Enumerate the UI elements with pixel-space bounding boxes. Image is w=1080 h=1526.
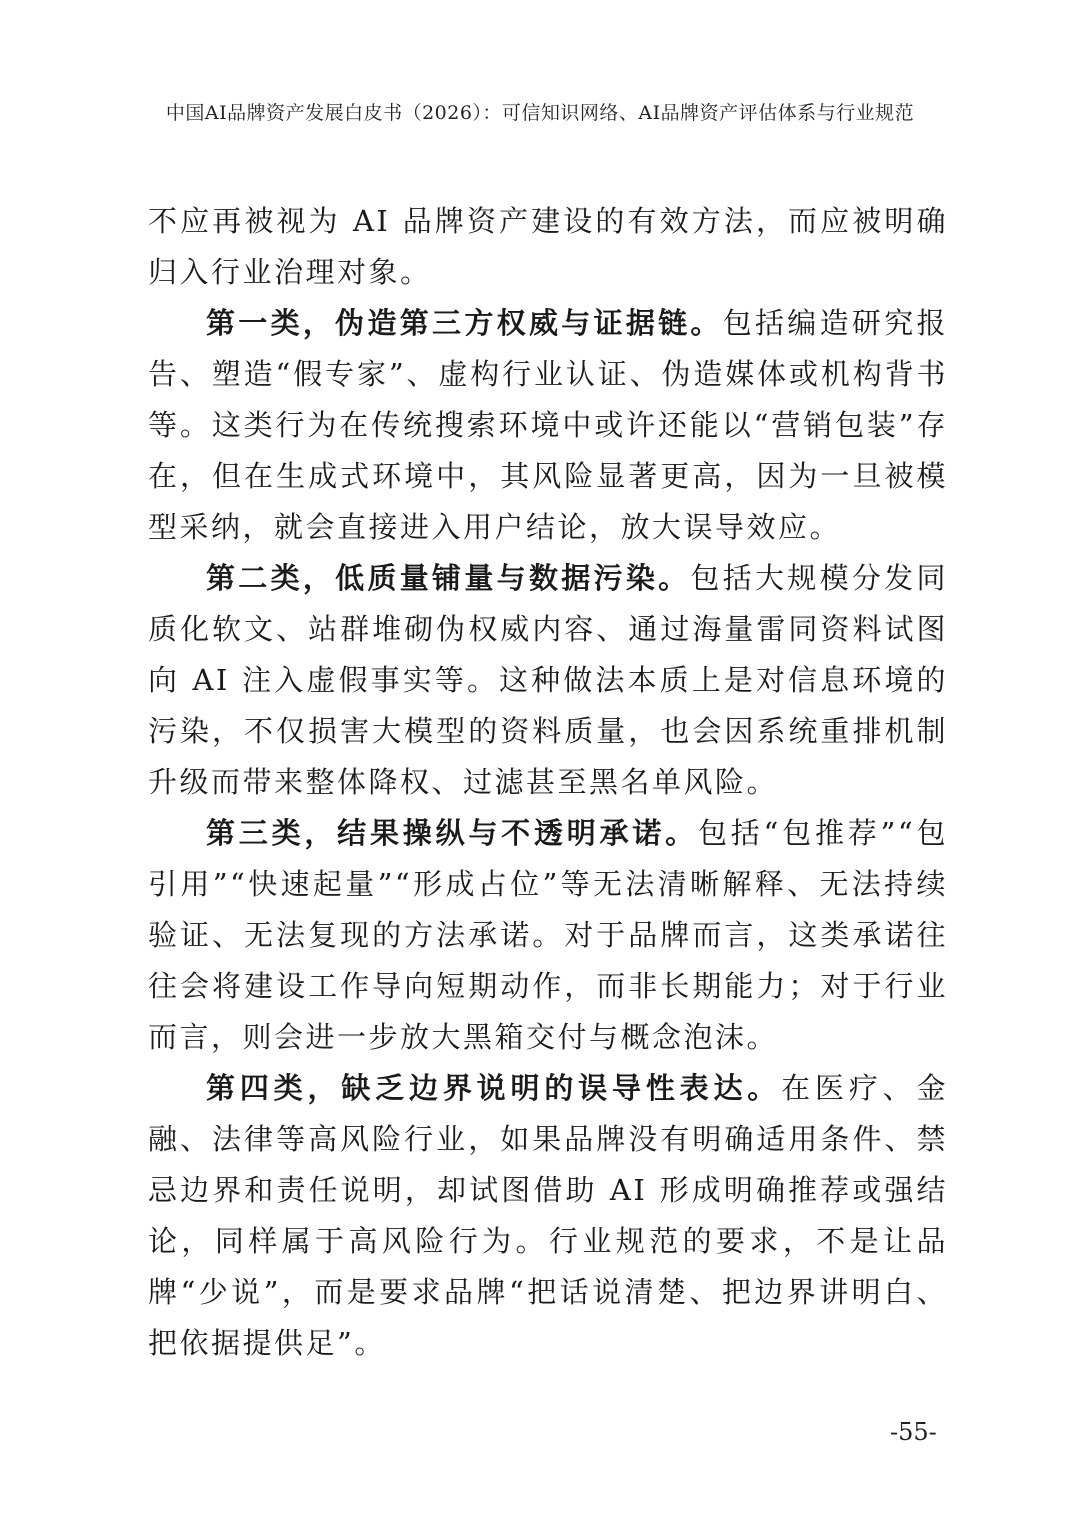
paragraph-body: 包括“包推荐”“包引用”“快速起量”“形成占位”等无法清晰解释、无法持续验证、无法复现的方法承诺。对于品牌而言，这类承诺往往会将建设工作导向短期动作，而非长期能力；对于行业而言，则会进一步放大黑箱交付与概念泡沫。 [148,816,948,1054]
body-text [148,196,948,1369]
paragraph-lead: 第四类，缺乏边界说明的误导性表达。 [206,1071,782,1105]
paragraph-category-3 [148,808,948,1063]
paragraph-body: 包括大规模分发同质化软文、站群堆砌伪权威内容、通过海量雷同资料试图向 AI 注入虚假事实等。这种做法本质上是对信息环境的污染，不仅损害大模型的资料质量，也会因系统重排机制升级而带来整体降权、过滤甚至黑名单风险。 [148,561,948,799]
paragraph-lead: 第三类，结果操纵与不透明承诺。 [206,816,698,850]
paragraph-category-4 [148,1063,948,1369]
paragraph-body: 在医疗、金融、法律等高风险行业，如果品牌没有明确适用条件、禁忌边界和责任说明，却试图借助 AI 形成明确推荐或强结论，同样属于高风险行为。行业规范的要求，不是让品牌“少说”，而是要求品牌“把话说清楚、把边界讲明白、把依据提供足”。 [148,1071,948,1360]
page-number: -55- [890,1418,937,1446]
paragraph-category-1 [148,298,948,553]
paragraph-body: 包括编造研究报告、塑造“假专家”、虚构行业认证、伪造媒体或机构背书等。这类行为在传统搜索环境中或许还能以“营销包装”存在，但在生成式环境中，其风险显著更高，因为一旦被模型采纳，就会直接进入用户结论，放大误导效应。 [148,306,948,544]
paragraph-body: 不应再被视为 AI 品牌资产建设的有效方法，而应被明确归入行业治理对象。 [148,204,948,289]
paragraph-category-2 [148,553,948,808]
paragraph-lead: 第一类，伪造第三方权威与证据链。 [206,306,723,340]
paragraph-continuation [148,196,948,298]
paragraph-lead: 第二类，低质量铺量与数据污染。 [206,561,691,595]
running-header: 中国AI品牌资产发展白皮书（2026）：可信知识网络、AI品牌资产评估体系与行业规范 [165,102,915,124]
